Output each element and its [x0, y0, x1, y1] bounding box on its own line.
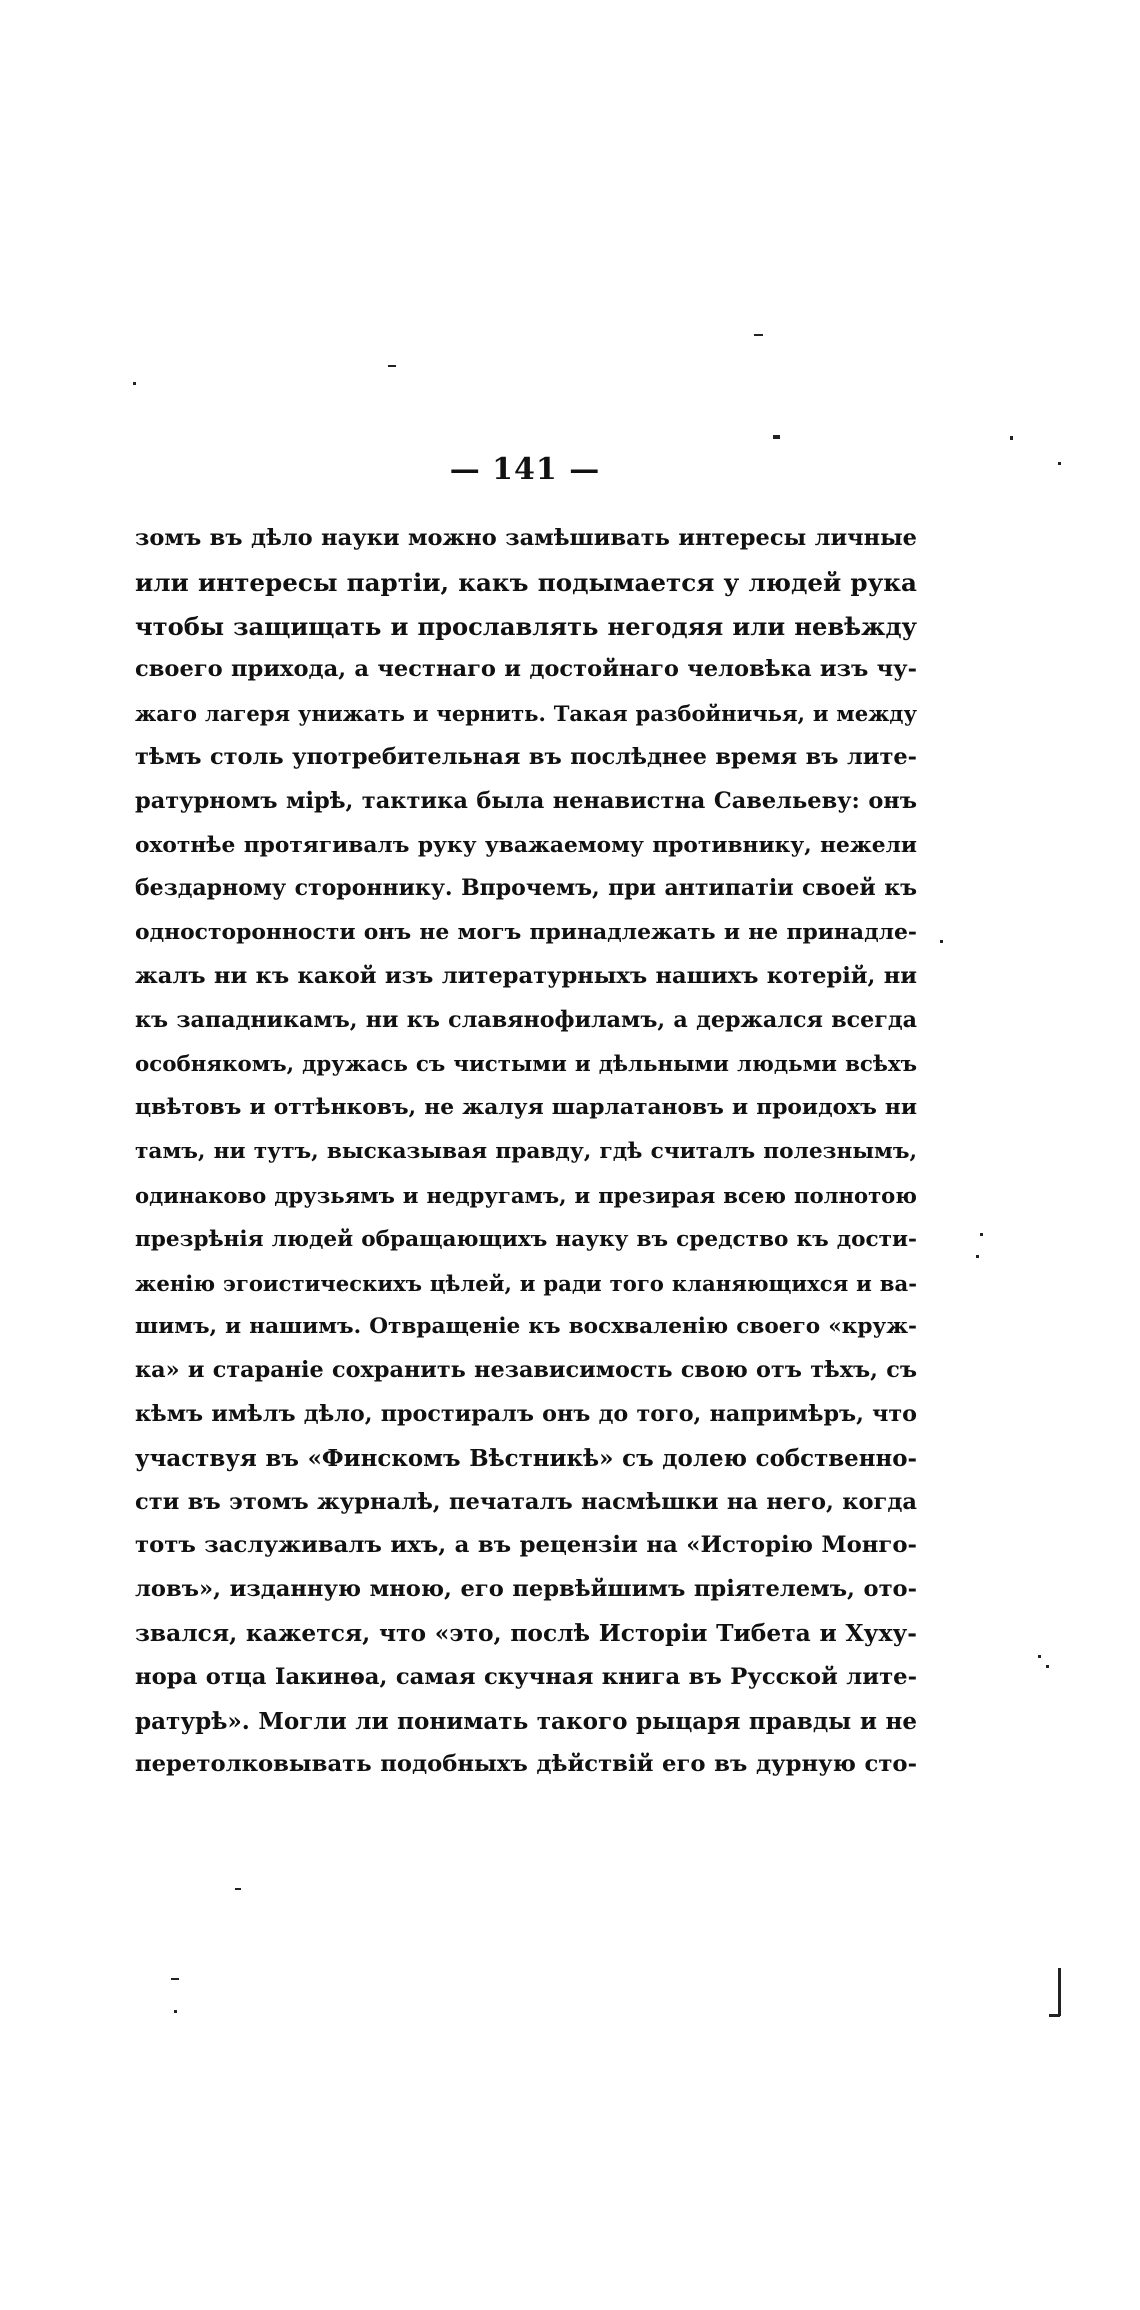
text-line: жаго лагеря унижать и чернить. Такая разбойничья, и между [135, 701, 917, 727]
scan-speck [133, 382, 136, 385]
text-line: ловъ», изданную мною, его первѣйшимъ пріятелемъ, ото- [135, 1576, 917, 1603]
text-line: ка» и стараніе сохранить независимость свою отъ тѣхъ, съ [135, 1357, 917, 1384]
text-line: одинаково друзьямъ и недругамъ, и презирая всею полнотою [135, 1182, 917, 1208]
scan-speck [754, 334, 763, 336]
text-line: своего прихода, а честнаго и достойнаго человѣка изъ чу- [135, 656, 917, 683]
scan-speck [174, 2010, 177, 2013]
scan-speck [1058, 1968, 1061, 2016]
scan-speck [1058, 462, 1061, 465]
text-line: презрѣнія людей обращающихъ науку въ средство къ дости- [135, 1226, 917, 1252]
text-line: женію эгоистическихъ цѣлей, и ради того кланяющихся и ва- [135, 1270, 917, 1296]
text-line: ратурѣ». Могли ли понимать такого рыцаря правды и не [135, 1707, 917, 1735]
text-line: перетолковывать подобныхъ дѣйствій его въ дурную сто- [135, 1751, 917, 1778]
text-line: тотъ заслуживалъ ихъ, а въ рецензіи на «Исторію Монго- [135, 1532, 917, 1559]
text-line: тѣмъ столь употребительная въ послѣднее время въ лите- [135, 743, 917, 770]
text-line: или интересы партіи, какъ подымается у людей рука [135, 567, 917, 597]
scan-speck [976, 1255, 979, 1258]
page-number: — 141 — [449, 452, 601, 487]
text-line: сти въ этомъ журналѣ, печаталъ насмѣшки на него, когда [135, 1488, 917, 1515]
body-text [135, 517, 917, 1787]
scan-speck [1049, 2014, 1060, 2017]
text-line: участвуя въ «Финскомъ Вѣстникѣ» съ долею собственно- [135, 1444, 917, 1472]
text-line: односторонности онъ не могъ принадлежать и не принадле- [135, 919, 917, 946]
scan-speck [1046, 1665, 1049, 1668]
text-line: особнякомъ, дружась съ чистыми и дѣльными людьми всѣхъ [135, 1051, 917, 1077]
text-line: тамъ, ни тутъ, высказывая правду, гдѣ считалъ полезнымъ, [135, 1139, 917, 1165]
text-line: ратурномъ мірѣ, тактика была ненавистна Савельеву: онъ [135, 787, 917, 814]
scan-speck [1038, 1655, 1041, 1658]
text-line: зомъ въ дѣло науки можно замѣшивать интересы личные [135, 525, 917, 551]
text-line: жалъ ни къ какой изъ литературныхъ нашихъ котерій, ни [135, 962, 917, 989]
scan-speck [388, 365, 396, 367]
text-line: звался, кажется, что «это, послѣ Исторіи Тибета и Хуху- [135, 1618, 917, 1647]
text-line: цвѣтовъ и оттѣнковъ, не жалуя шарлатановъ и проидохъ ни [135, 1095, 917, 1121]
text-line: бездарному стороннику. Впрочемъ, при антипатіи своей къ [135, 875, 917, 902]
text-line: нора отца Іакинѳа, самая скучная книга въ Русской лите- [135, 1663, 917, 1690]
text-line: къ западникамъ, ни къ славянофиламъ, а держался всегда [135, 1006, 917, 1033]
scan-speck [773, 435, 780, 439]
scan-speck [235, 1888, 241, 1890]
scan-speck [1010, 436, 1013, 440]
text-line: охотнѣе протягивалъ руку уважаемому противнику, нежели [135, 832, 917, 858]
scan-speck [171, 1978, 179, 1980]
text-line: кѣмъ имѣлъ дѣло, простиралъ онъ до того, напримѣръ, что [135, 1400, 917, 1427]
scan-speck [940, 940, 943, 943]
text-line: шимъ, и нашимъ. Отвращеніе къ восхваленію своего «круж- [135, 1314, 917, 1340]
scan-speck [980, 1233, 983, 1236]
text-line: чтобы защищать и прославлять негодяя или невѣжду [135, 611, 917, 641]
